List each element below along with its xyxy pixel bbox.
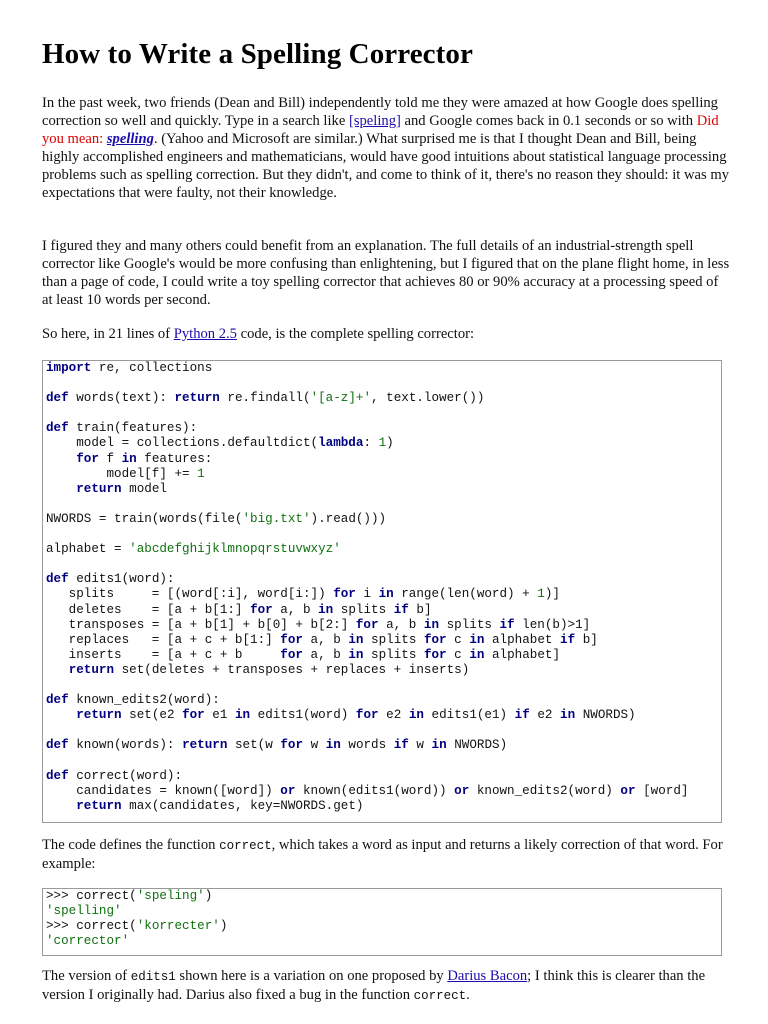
code-line: candidates = known([word]) or known(edits1(word)) or known_edits2(word) or [word]: [46, 783, 689, 798]
example-line: >>> correct('korrecter'): [46, 919, 228, 934]
inline-code-correct: correct: [219, 839, 272, 853]
function-description-paragraph: [42, 836, 732, 873]
intro-paragraph: [42, 94, 732, 202]
code-line: replaces = [a + c + b[1:] for a, b in splits for c in alphabet if b]: [46, 632, 598, 647]
code-line: alphabet = 'abcdefghijklmnopqrstuvwxyz': [46, 542, 341, 557]
darius-bacon-link[interactable]: Darius Bacon: [447, 968, 528, 984]
code-intro-text-1: So here, in 21 lines of: [42, 326, 174, 342]
example-line: >>> correct('speling'): [46, 889, 213, 903]
code-line: return max(candidates, key=NWORDS.get): [76, 798, 364, 813]
did-you-mean-suggestion[interactable]: spelling: [106, 131, 154, 147]
credit-text-2: shown here is a variation on one proposed by: [175, 968, 448, 984]
code-line: model[f] += 1: [46, 466, 205, 481]
code-line: model = collections.defaultdict(lambda: 1): [46, 436, 394, 451]
example-line: 'corrector': [46, 934, 130, 949]
code-line: import re, collections: [46, 361, 213, 375]
example-code-block: [42, 888, 722, 956]
function-desc-text-1: The code defines the function: [42, 837, 220, 853]
credit-paragraph: [42, 967, 732, 1005]
function-desc-text-2: , which takes a word as input and returns a likely correction of that word. For example:: [42, 837, 723, 872]
code-line: for f in features:: [76, 451, 213, 466]
code-line: NWORDS = train(words(file('big.txt').read())): [46, 511, 387, 526]
example-line: 'spelling': [46, 904, 122, 919]
code-line: def correct(word):: [46, 768, 183, 783]
page-title: How to Write a Spelling Corrector: [42, 38, 473, 70]
inline-code-edits1: edits1: [130, 970, 176, 984]
example-listing: [43, 889, 721, 949]
code-line: return set(deletes + transposes + replaces + inserts): [68, 662, 470, 677]
code-line: def known(words): return set(w for w in words if w in NWORDS): [46, 738, 508, 753]
code-line: def words(text): return re.findall('[a-z]+', text.lower()): [46, 391, 485, 406]
code-line: return set(e2 for e1 in edits1(word) for e2 in edits1(e1) if e2 in NWORDS): [76, 708, 636, 723]
code-line: inserts = [a + c + b for a, b in splits for c in alphabet]: [46, 647, 561, 662]
intro-text-1: In the past week, two friends (Dean and Bill) independently told me they were amazed at how Google does spelling correction so well and quickly. Type in a search like: [42, 95, 718, 129]
speling-search-link[interactable]: [speling]: [348, 113, 401, 129]
spelling-corrector-code-block: [42, 360, 722, 823]
code-listing: [43, 361, 721, 814]
code-line: def train(features):: [46, 421, 198, 436]
credit-text-4: .: [466, 987, 470, 1003]
code-line: splits = [(word[:i], word[i:]) for i in range(len(word) + 1)]: [46, 587, 560, 602]
credit-text-1: The version of: [42, 968, 131, 984]
code-intro-text-2: code, is the complete spelling corrector:: [236, 326, 475, 342]
credit-text-3: ; I think this is clearer than the version I originally had. Darius also fixed a bug in the function: [42, 968, 706, 1003]
intro-text-3: . (Yahoo and Microsoft are similar.) What surprised me is that I thought Dean and Bill, being highly accomplished engineers and mathematicians, would have good intuitions about statistical language processing problems such as spelling correction. But they didn't, and come to think of it, there's no reason they should: it was my expectations that were faulty, not their knowledge.: [42, 131, 729, 201]
code-line: def known_edits2(word):: [46, 693, 220, 708]
code-line: transposes = [a + b[1] + b[0] + b[2:] for a, b in splits if len(b)>1]: [46, 617, 591, 632]
code-line: def edits1(word):: [46, 572, 175, 587]
python-link[interactable]: Python 2.5: [173, 326, 237, 342]
did-you-mean-label: Did you mean:: [42, 113, 719, 147]
inline-code-correct-2: correct: [413, 989, 467, 1003]
intro-text-2: and Google comes back in 0.1 seconds or so with: [400, 113, 697, 129]
code-line: return model: [76, 481, 167, 496]
explanation-paragraph: I figured they and many others could benefit from an explanation. The full details of an industrial-strength spell corrector like Google's would be more confusing than enlightening, but I figured that on the plane flight home, in less than a page of code, I could write a toy spelling corrector that achieves 80 or 90% accuracy at a processing speed of at least 10 words per second.: [42, 238, 730, 308]
code-line: deletes = [a + b[1:] for a, b in splits if b]: [46, 602, 432, 617]
code-intro-paragraph: [42, 325, 732, 343]
